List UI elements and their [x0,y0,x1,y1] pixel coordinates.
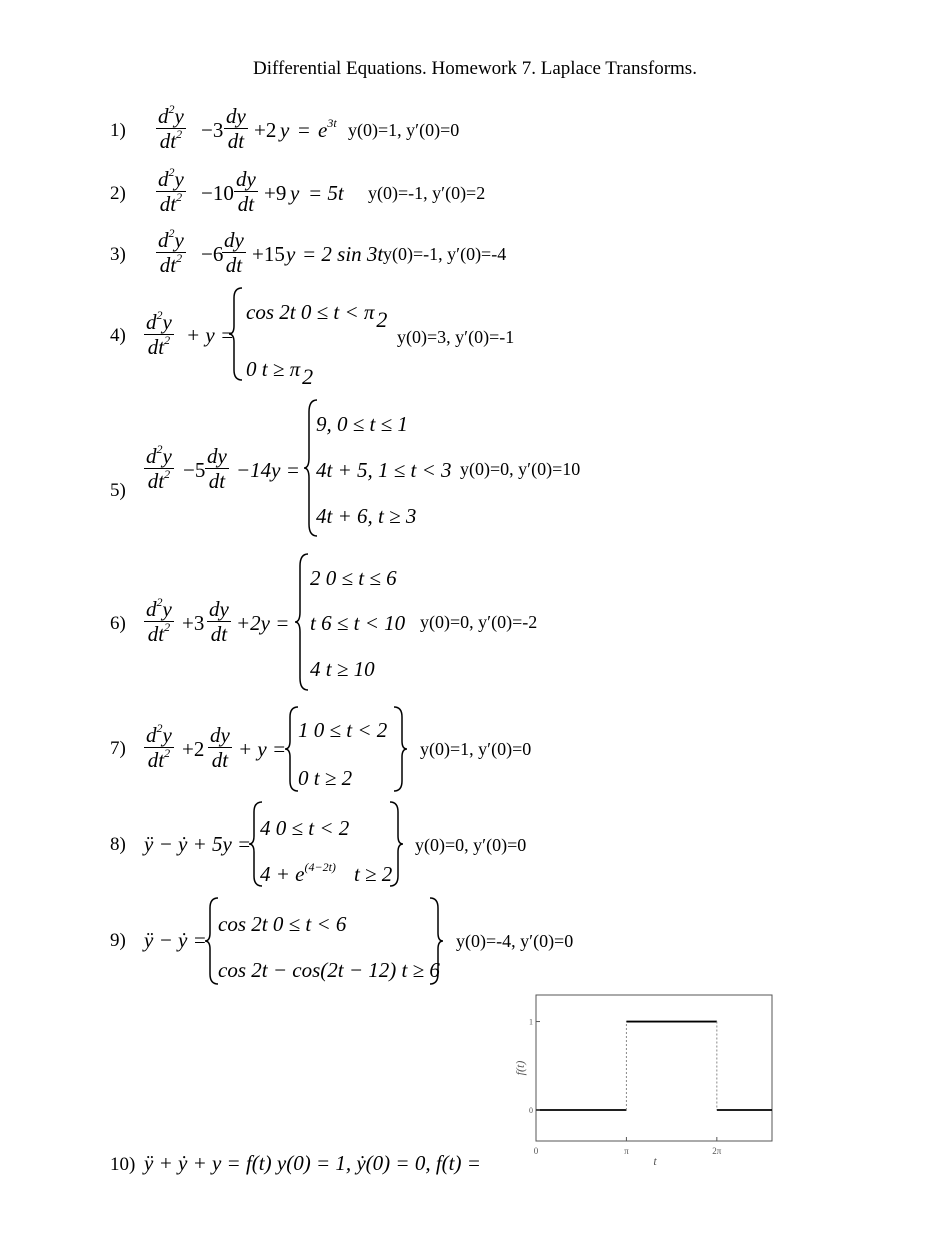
page-title: Differential Equations. Homework 7. Laplace Transforms. [253,58,697,79]
d2y-dt2-fraction: $\frac{d^2y}{dt^2}$ [146,308,172,359]
initial-conditions-7: y(0)=1, y′(0)=0 [420,739,532,759]
dy-dt-fraction: $\frac{dy}{dt}$ [236,167,256,216]
initial-conditions-2: y(0)=-1, y′(0)=2 [368,183,486,203]
problem-number-3: 3) [110,244,126,265]
initial-conditions-5: y(0)=0, y′(0)=10 [460,459,581,479]
left-brace [294,552,310,692]
f-of-t-graph [500,990,790,1180]
problem-number-4: 4) [110,325,126,346]
x-tick-label: 0 [533,1146,539,1156]
case-2: cos 2t − cos(2t − 12) t ≥ 6 [218,958,440,982]
d2y-dt2-fraction: $\frac{d^2y}{dt^2}$ [158,102,184,153]
right-brace [392,705,408,793]
dy-dt-fraction: $\frac{dy}{dt}$ [226,104,246,153]
d2y-dt2-fraction: $\frac{d^2y}{dt^2}$ [158,226,184,277]
d2y-dt2-fraction: $\frac{d^2y}{dt^2}$ [146,721,172,772]
rhs: = 2 sin 3t [302,242,384,266]
exponential: $e^{3t}$ [318,116,337,142]
case-1: 4 0 ≤ t < 2 [260,816,350,840]
d2y-dt2-fraction: $\frac{d^2y}{dt^2}$ [158,165,184,216]
problem-number-10: 10) [110,1154,136,1175]
coefficient: +3 [182,611,205,635]
case-1: cos 2t 0 ≤ t < 6 [218,912,347,936]
initial-conditions-8: y(0)=0, y′(0)=0 [415,835,527,855]
coefficient: −10 [201,181,234,205]
initial-conditions-9: y(0)=-4, y′(0)=0 [456,931,574,951]
case-1: 2 0 ≤ t ≤ 6 [310,566,397,590]
problem-number-7: 7) [110,738,126,759]
case-1: 1 0 ≤ t < 2 [298,718,388,742]
coefficient: +15 [252,242,285,266]
rhs: +2y = [236,611,290,635]
right-brace [428,896,444,986]
problem-number-9: 9) [110,930,126,951]
coefficient: +2 [254,118,277,142]
xlabel: t [653,1154,657,1168]
d2y-dt2-fraction: $\frac{d^2y}{dt^2}$ [146,442,172,493]
coefficient: −3 [201,118,224,142]
initial-conditions-6: y(0)=0, y′(0)=-2 [420,612,538,632]
case-2: 4t + 5, 1 ≤ t < 3 [316,458,452,482]
x-tick-label: π [624,1146,629,1156]
initial-conditions-3: y(0)=-1, y′(0)=-4 [383,244,507,264]
case-1: 9, 0 ≤ t ≤ 1 [316,412,408,436]
d2y-dt2-fraction: $\frac{d^2y}{dt^2}$ [146,595,172,646]
lhs: + y = [186,323,235,347]
case-2: 0 t ≥ 2 [298,766,353,790]
problem-number-6: 6) [110,613,126,634]
problem-number-1: 1) [110,120,126,141]
right-brace [388,800,404,888]
case-2: t 6 ≤ t < 10 [310,611,406,635]
problem-number-2: 2) [110,183,126,204]
case-3: 4t + 6, t ≥ 3 [316,504,417,528]
case-2: $4 + e^{(4-2t)}$ t ≥ 2 [260,860,393,886]
y-tick-label: 1 [529,1017,533,1027]
dy-dt-fraction: $\frac{dy}{dt}$ [210,723,230,772]
coefficient: −6 [201,242,224,266]
initial-conditions-4: y(0)=3, y′(0)=-1 [397,327,515,347]
equation-10: ÿ + ẏ + y = f(t) y(0) = 1, ẏ(0) = 0, f(t) = [144,1151,481,1175]
lhs: ÿ − ẏ + 5y = [144,832,252,856]
equals: = [298,118,310,142]
variable-y: y [290,181,300,205]
variable-y: y [280,118,290,142]
case-1: cos 2t 0 ≤ t < π2 [246,300,388,332]
dy-dt-fraction: $\frac{dy}{dt}$ [209,597,229,646]
problem-number-8: 8) [110,834,126,855]
rhs: = 5t [308,181,344,205]
ylabel: f(t) [513,1060,527,1076]
plot-frame [536,995,772,1141]
x-tick-label: 2π [712,1146,722,1156]
case-2: 0 t ≥ π2 [246,357,314,389]
case-3: 4 t ≥ 10 [310,657,375,681]
coefficient: +9 [264,181,287,205]
dy-dt-fraction: $\frac{dy}{dt}$ [224,228,244,277]
initial-conditions-1: y(0)=1, y′(0)=0 [348,120,460,140]
coefficient: +2 [182,737,205,761]
problem-number-5: 5) [110,480,126,501]
coefficient: −5 [183,458,206,482]
variable-y: y [286,242,296,266]
dy-dt-fraction: $\frac{dy}{dt}$ [207,444,227,493]
y-tick-label: 0 [529,1106,533,1116]
rhs: + y = [238,737,287,761]
left-brace [228,286,244,382]
lhs: ÿ − ẏ = [144,928,207,952]
rhs: −14y = [236,458,300,482]
